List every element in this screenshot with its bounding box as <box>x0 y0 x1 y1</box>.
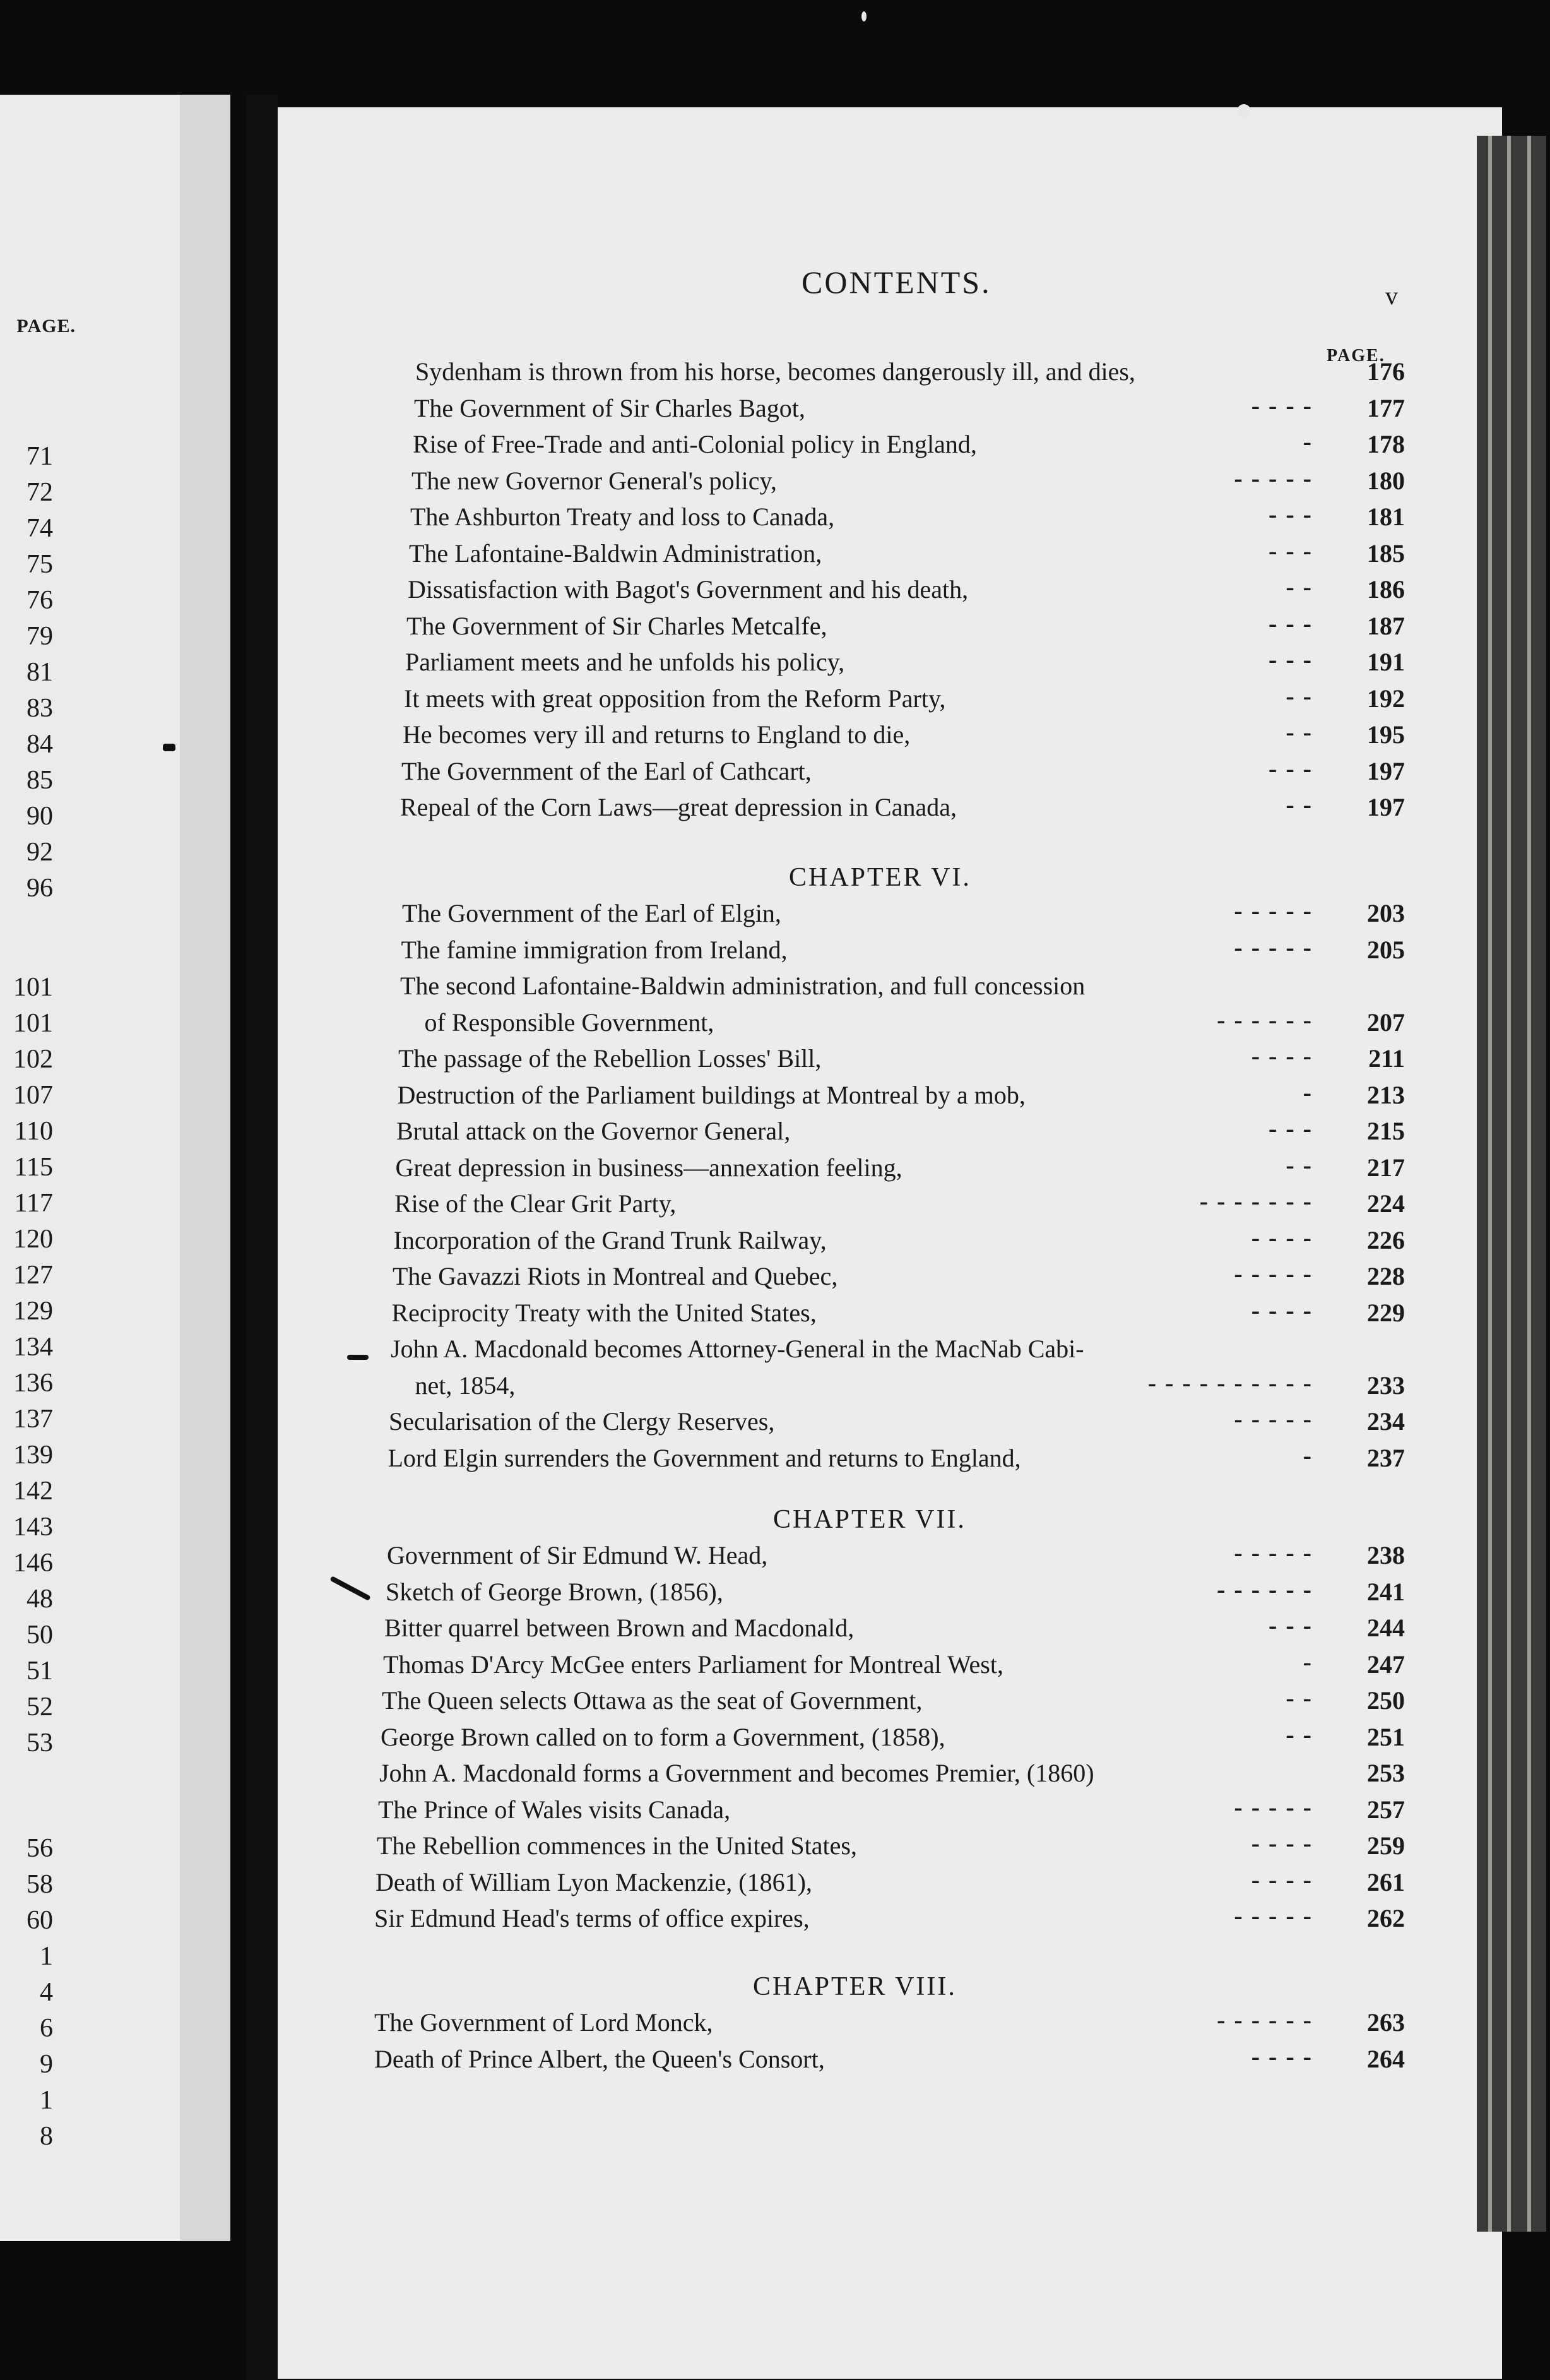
left-page-number: 79 <box>27 622 53 651</box>
toc-leader-dots: - - - - - <box>1234 463 1313 492</box>
toc-chapter-7 <box>0 1537 1420 1937</box>
toc-leader-dots: - - - - - <box>1234 1538 1313 1567</box>
toc-leader-dots: - - <box>1286 573 1313 601</box>
toc-leader-dots: - <box>1303 1078 1313 1107</box>
toc-leader-dots: - - - <box>1269 536 1313 565</box>
toc-leader-dots: - - - <box>1269 1611 1313 1639</box>
toc-leader-dots: - - - <box>1269 754 1313 783</box>
toc-leader-dots: - - <box>1286 681 1313 710</box>
toc-entry-title: The Government of Sir Charles Metcalfe, <box>406 611 827 640</box>
toc-entry-page: 211 <box>1368 1044 1405 1073</box>
pencil-margin-mark <box>347 1355 369 1360</box>
toc-leader-dots: - - <box>1286 790 1313 819</box>
toc-entry-title: Rise of Free-Trade and anti-Colonial policy in England, <box>413 430 977 458</box>
toc-entry-page: 226 <box>1367 1225 1405 1254</box>
toc-entry-page: 180 <box>1367 466 1405 495</box>
toc-entry-title: The Government of the Earl of Elgin, <box>402 899 781 927</box>
toc-entry-page: 262 <box>1367 1904 1405 1932</box>
toc-entry-page: 257 <box>1367 1795 1405 1824</box>
toc-entry-title: Incorporation of the Grand Trunk Railway, <box>393 1225 827 1254</box>
toc-leader-dots: - - - <box>1269 645 1313 674</box>
toc-entry-title: The Government of Sir Charles Bagot, <box>414 393 805 422</box>
toc-leader-dots: - - - - - <box>1234 896 1313 925</box>
toc-entry <box>0 1755 1420 1792</box>
toc-entry-page: 261 <box>1367 1867 1405 1896</box>
left-page-number: 51 <box>27 1657 53 1686</box>
toc-entry <box>0 1222 1420 1259</box>
left-page-number: 102 <box>13 1045 53 1074</box>
toc-leader-dots: - - - <box>1269 609 1313 638</box>
toc-entry <box>0 1610 1420 1646</box>
toc-entry <box>0 354 1420 390</box>
left-page-number: 56 <box>27 1834 53 1863</box>
toc-entry <box>0 1004 1420 1041</box>
toc-entry-page: 205 <box>1367 935 1405 964</box>
toc-entry-page: 195 <box>1367 720 1405 749</box>
left-page-number: 60 <box>27 1906 53 1935</box>
toc-entry <box>0 1258 1420 1295</box>
toc-entry <box>0 789 1420 826</box>
left-page-number: 76 <box>27 586 53 615</box>
toc-chapter-8 <box>0 2004 1420 2077</box>
toc-entry <box>0 390 1420 427</box>
left-page-number: 127 <box>13 1261 53 1290</box>
page-column-label: PAGE. <box>1327 346 1385 366</box>
toc-entry-title: Sydenham is thrown from his horse, becomes dangerously ill, and dies, <box>415 357 1135 386</box>
toc-leader-dots: - - - - - - <box>1217 1005 1313 1034</box>
toc-entry-page: 237 <box>1367 1443 1405 1472</box>
left-page-number: 6 <box>40 2014 53 2043</box>
toc-entry-page: 247 <box>1367 1650 1405 1679</box>
toc-leader-dots: - - <box>1286 1684 1313 1712</box>
toc-leader-dots: - - - - - - - - - - <box>1147 1368 1313 1397</box>
toc-entry <box>0 895 1420 932</box>
toc-leader-dots: - - - <box>1269 1114 1313 1143</box>
toc-entry <box>0 1537 1420 1574</box>
toc-entry-title: The Queen selects Ottawa as the seat of Government, <box>382 1686 923 1715</box>
toc-leader-dots: - <box>1303 1441 1313 1470</box>
left-page-number: 115 <box>14 1153 53 1182</box>
toc-entry-page: 259 <box>1367 1831 1405 1860</box>
left-page-number: 50 <box>27 1621 53 1650</box>
page-folio: v <box>1385 282 1398 310</box>
toc-entry <box>0 1900 1420 1937</box>
toc-entry-page: 197 <box>1367 756 1405 785</box>
toc-entry-page: 229 <box>1367 1298 1405 1327</box>
toc-entry-page: 187 <box>1367 611 1405 640</box>
toc-entry-page: 244 <box>1367 1614 1405 1642</box>
toc-entry-title: The Gavazzi Riots in Montreal and Quebec, <box>393 1262 838 1290</box>
left-page-number: 129 <box>13 1297 53 1326</box>
left-page-number: 90 <box>27 802 53 831</box>
toc-entry-page: 176 <box>1367 357 1405 386</box>
toc-leader-dots: - - <box>1286 718 1313 746</box>
left-page-number: 8 <box>40 2122 53 2151</box>
toc-leader-dots: - <box>1303 427 1313 456</box>
toc-entry-page: 217 <box>1367 1153 1405 1182</box>
left-page-number: 92 <box>27 838 53 867</box>
toc-entry <box>0 608 1420 645</box>
toc-entry-page: 263 <box>1367 2008 1405 2037</box>
toc-entry <box>0 681 1420 717</box>
toc-entry-title: Destruction of the Parliament buildings at Montreal by a mob, <box>397 1080 1026 1109</box>
toc-entry-title: The Government of Lord Monck, <box>374 2008 713 2037</box>
toc-entry <box>0 1792 1420 1828</box>
toc-leader-dots: - - - - - <box>1234 1792 1313 1821</box>
toc-entry-page: 186 <box>1367 575 1405 604</box>
left-page-number: 143 <box>13 1513 53 1542</box>
toc-entry <box>0 571 1420 608</box>
toc-leader-dots: - - <box>1286 1720 1313 1749</box>
page-title: CONTENTS. <box>802 265 991 300</box>
toc-leader-dots: - - - - - - <box>1217 2006 1313 2034</box>
toc-leader-dots: - <box>1303 1647 1313 1676</box>
toc-entry <box>0 2041 1420 2078</box>
toc-entry <box>0 1367 1420 1404</box>
toc-entry-title: Death of William Lyon Mackenzie, (1861), <box>376 1867 812 1896</box>
toc-leader-dots: - - - - - <box>1234 1405 1313 1433</box>
toc-entry-page: 181 <box>1367 503 1405 531</box>
left-page-number: 101 <box>13 1009 53 1038</box>
left-page-number: 134 <box>13 1333 53 1362</box>
toc-entry-page: 207 <box>1367 1008 1405 1037</box>
toc-entry-title: Sir Edmund Head's terms of office expires, <box>374 1904 810 1932</box>
left-page-number: 101 <box>13 973 53 1002</box>
toc-entry-page: 224 <box>1367 1189 1405 1218</box>
left-page-number: 81 <box>27 658 53 687</box>
left-page-number: 53 <box>27 1728 53 1758</box>
dust-speck <box>861 11 867 21</box>
left-page-number: 136 <box>13 1369 53 1398</box>
left-page-number: 58 <box>27 1870 53 1899</box>
toc-entry <box>0 1828 1420 1864</box>
toc-entry-title: The Rebellion commences in the United States, <box>377 1831 857 1860</box>
left-page-number: 107 <box>13 1081 53 1110</box>
pencil-margin-mark <box>163 744 175 751</box>
toc-entry <box>0 1077 1420 1114</box>
toc-entry-title: Government of Sir Edmund W. Head, <box>387 1541 768 1569</box>
toc-entry-title: He becomes very ill and returns to England to die, <box>403 720 911 749</box>
left-page-header: PAGE. <box>16 316 76 336</box>
toc-leader-dots: - - - - - <box>1234 1901 1313 1930</box>
left-page-number: 52 <box>27 1693 53 1722</box>
toc-entry-page: 253 <box>1367 1759 1405 1787</box>
toc-entry-title: John A. Macdonald becomes Attorney-General in the MacNab Cabi- <box>391 1335 1084 1363</box>
toc-leader-dots: - - <box>1286 1150 1313 1179</box>
toc-entry-title: Bitter quarrel between Brown and Macdonald, <box>384 1614 855 1642</box>
toc-entry-title: Great depression in business—annexation feeling, <box>395 1153 902 1182</box>
toc-entry-title: The new Governor General's policy, <box>411 466 777 495</box>
toc-chapter-6 <box>0 895 1420 1476</box>
toc-entry-title: Rise of the Clear Grit Party, <box>394 1189 677 1218</box>
chapter-heading: CHAPTER VI. <box>789 863 971 892</box>
toc-section-continuation <box>0 354 1420 826</box>
toc-entry-title: The Prince of Wales visits Canada, <box>378 1795 731 1824</box>
toc-entry-title: The passage of the Rebellion Losses' Bill, <box>398 1044 822 1073</box>
toc-entry-page: 234 <box>1367 1407 1405 1436</box>
toc-entry <box>0 717 1420 753</box>
toc-leader-dots: - - - <box>1269 500 1313 528</box>
toc-entry-title: Repeal of the Corn Laws—great depression in Canada, <box>400 793 957 821</box>
toc-leader-dots: - - - - <box>1251 1295 1313 1324</box>
toc-entry <box>0 1864 1420 1901</box>
toc-entry-title: net, 1854, <box>415 1371 516 1400</box>
toc-entry-title: The famine immigration from Ireland, <box>401 935 788 964</box>
toc-entry-page: 192 <box>1367 684 1405 713</box>
toc-entry-page: 185 <box>1367 538 1405 568</box>
toc-entry-title: The Ashburton Treaty and loss to Canada, <box>410 503 835 531</box>
left-page-number: 110 <box>14 1117 53 1146</box>
left-page-number: 71 <box>27 442 53 471</box>
toc-leader-dots: - - - - <box>1251 1223 1313 1252</box>
left-page-number: 120 <box>13 1225 53 1254</box>
left-page-number: 85 <box>27 766 53 795</box>
toc-leader-dots: - - - - - <box>1234 1259 1313 1288</box>
toc-entry <box>0 932 1420 968</box>
left-page-number: 83 <box>27 694 53 723</box>
toc-entry-page: 178 <box>1367 430 1405 458</box>
toc-entry <box>0 535 1420 572</box>
toc-entry-title: The Lafontaine-Baldwin Administration, <box>409 538 822 568</box>
toc-entry <box>0 2004 1420 2041</box>
toc-entry-title: Lord Elgin surrenders the Government and returns to England, <box>387 1443 1021 1472</box>
toc-entry-title: Parliament meets and he unfolds his policy, <box>405 648 845 676</box>
toc-leader-dots: - - - - <box>1251 1865 1313 1894</box>
toc-entry <box>0 1150 1420 1186</box>
toc-entry <box>0 644 1420 681</box>
left-page-number: 9 <box>40 2050 53 2079</box>
toc-entry <box>0 1295 1420 1331</box>
toc-entry-page: 191 <box>1367 648 1405 676</box>
toc-entry <box>0 426 1420 463</box>
toc-entry-title: Death of Prince Albert, the Queen's Consort, <box>374 2044 825 2073</box>
toc-entry <box>0 1646 1420 1683</box>
chapter-heading: CHAPTER VII. <box>773 1505 966 1534</box>
toc-entry <box>0 753 1420 790</box>
toc-entry-title: Thomas D'Arcy McGee enters Parliament for Montreal West, <box>383 1650 1003 1679</box>
toc-leader-dots: - - - - - - <box>1217 1574 1313 1604</box>
toc-entry-page: 228 <box>1367 1262 1405 1290</box>
left-page-number: 4 <box>40 1978 53 2007</box>
toc-entry <box>0 1186 1420 1222</box>
left-page-number: 84 <box>27 730 53 759</box>
dust-speck <box>1237 104 1251 118</box>
left-page-number: 142 <box>13 1477 53 1506</box>
toc-entry <box>0 1040 1420 1077</box>
toc-entry-page: 213 <box>1367 1080 1405 1109</box>
toc-entry-page: 241 <box>1367 1577 1405 1606</box>
toc-entry <box>0 1331 1420 1367</box>
left-page-number: 1 <box>40 2086 53 2115</box>
toc-entry-title: The Government of the Earl of Cathcart, <box>401 756 812 785</box>
toc-entry-page: 233 <box>1367 1371 1405 1400</box>
toc-leader-dots: - - - - - - - <box>1199 1187 1313 1215</box>
left-page-number: 48 <box>27 1585 53 1614</box>
toc-entry <box>0 1574 1420 1610</box>
toc-entry-title: It meets with great opposition from the Reform Party, <box>404 684 946 713</box>
page-edge <box>1477 136 1546 2232</box>
toc-entry <box>0 1113 1420 1150</box>
toc-entry <box>0 1440 1420 1477</box>
toc-entry-page: 177 <box>1367 393 1405 422</box>
left-page-number: 139 <box>13 1441 53 1470</box>
toc-entry <box>0 1682 1420 1719</box>
left-page-number: 117 <box>14 1189 53 1218</box>
toc-entry <box>0 463 1420 499</box>
toc-leader-dots: - - - - <box>1251 1829 1313 1857</box>
toc-entry-page: 251 <box>1367 1722 1405 1751</box>
toc-entry-page: 203 <box>1367 899 1405 927</box>
toc-entry-page: 250 <box>1367 1686 1405 1715</box>
toc-entry <box>0 1719 1420 1756</box>
toc-entry-title: Secularisation of the Clergy Reserves, <box>389 1407 775 1436</box>
toc-entry-page: 264 <box>1367 2044 1405 2073</box>
toc-entry-page: 238 <box>1367 1541 1405 1569</box>
toc-entry-title: John A. Macdonald forms a Government and becomes Premier, (1860) <box>379 1759 1094 1787</box>
left-page-number: 72 <box>27 478 53 507</box>
toc-entry-title: of Responsible Government, <box>424 1008 714 1037</box>
toc-entry-title: Reciprocity Treaty with the United States, <box>391 1298 817 1327</box>
left-page-number: 137 <box>13 1405 53 1434</box>
toc-entry-title: Brutal attack on the Governor General, <box>396 1117 791 1145</box>
left-page-number: 96 <box>27 874 53 903</box>
toc-entry <box>0 1403 1420 1440</box>
toc-entry-title: Sketch of George Brown, (1856), <box>386 1577 723 1606</box>
toc-leader-dots: - - - - - <box>1234 932 1313 961</box>
toc-entry-title: George Brown called on to form a Government, (1858), <box>381 1722 945 1751</box>
toc-entry-title: Dissatisfaction with Bagot's Government and his death, <box>408 575 969 604</box>
toc-leader-dots: - - - - <box>1251 2042 1313 2071</box>
toc-entry-title: The second Lafontaine-Baldwin administration, and full concession <box>400 972 1086 1000</box>
toc-leader-dots: - - - - <box>1251 391 1313 420</box>
toc-entry-page: 197 <box>1367 793 1405 821</box>
toc-leader-dots: - - - - <box>1251 1042 1313 1070</box>
toc-entry <box>0 968 1420 1004</box>
left-page-number: 75 <box>27 550 53 579</box>
toc-entry <box>0 499 1420 535</box>
left-page-number: 1 <box>40 1942 53 1971</box>
toc-entry-page: 215 <box>1367 1117 1405 1145</box>
chapter-heading: CHAPTER VIII. <box>753 1972 957 2001</box>
left-page-number: 146 <box>13 1549 53 1578</box>
left-page-number: 74 <box>27 514 53 543</box>
